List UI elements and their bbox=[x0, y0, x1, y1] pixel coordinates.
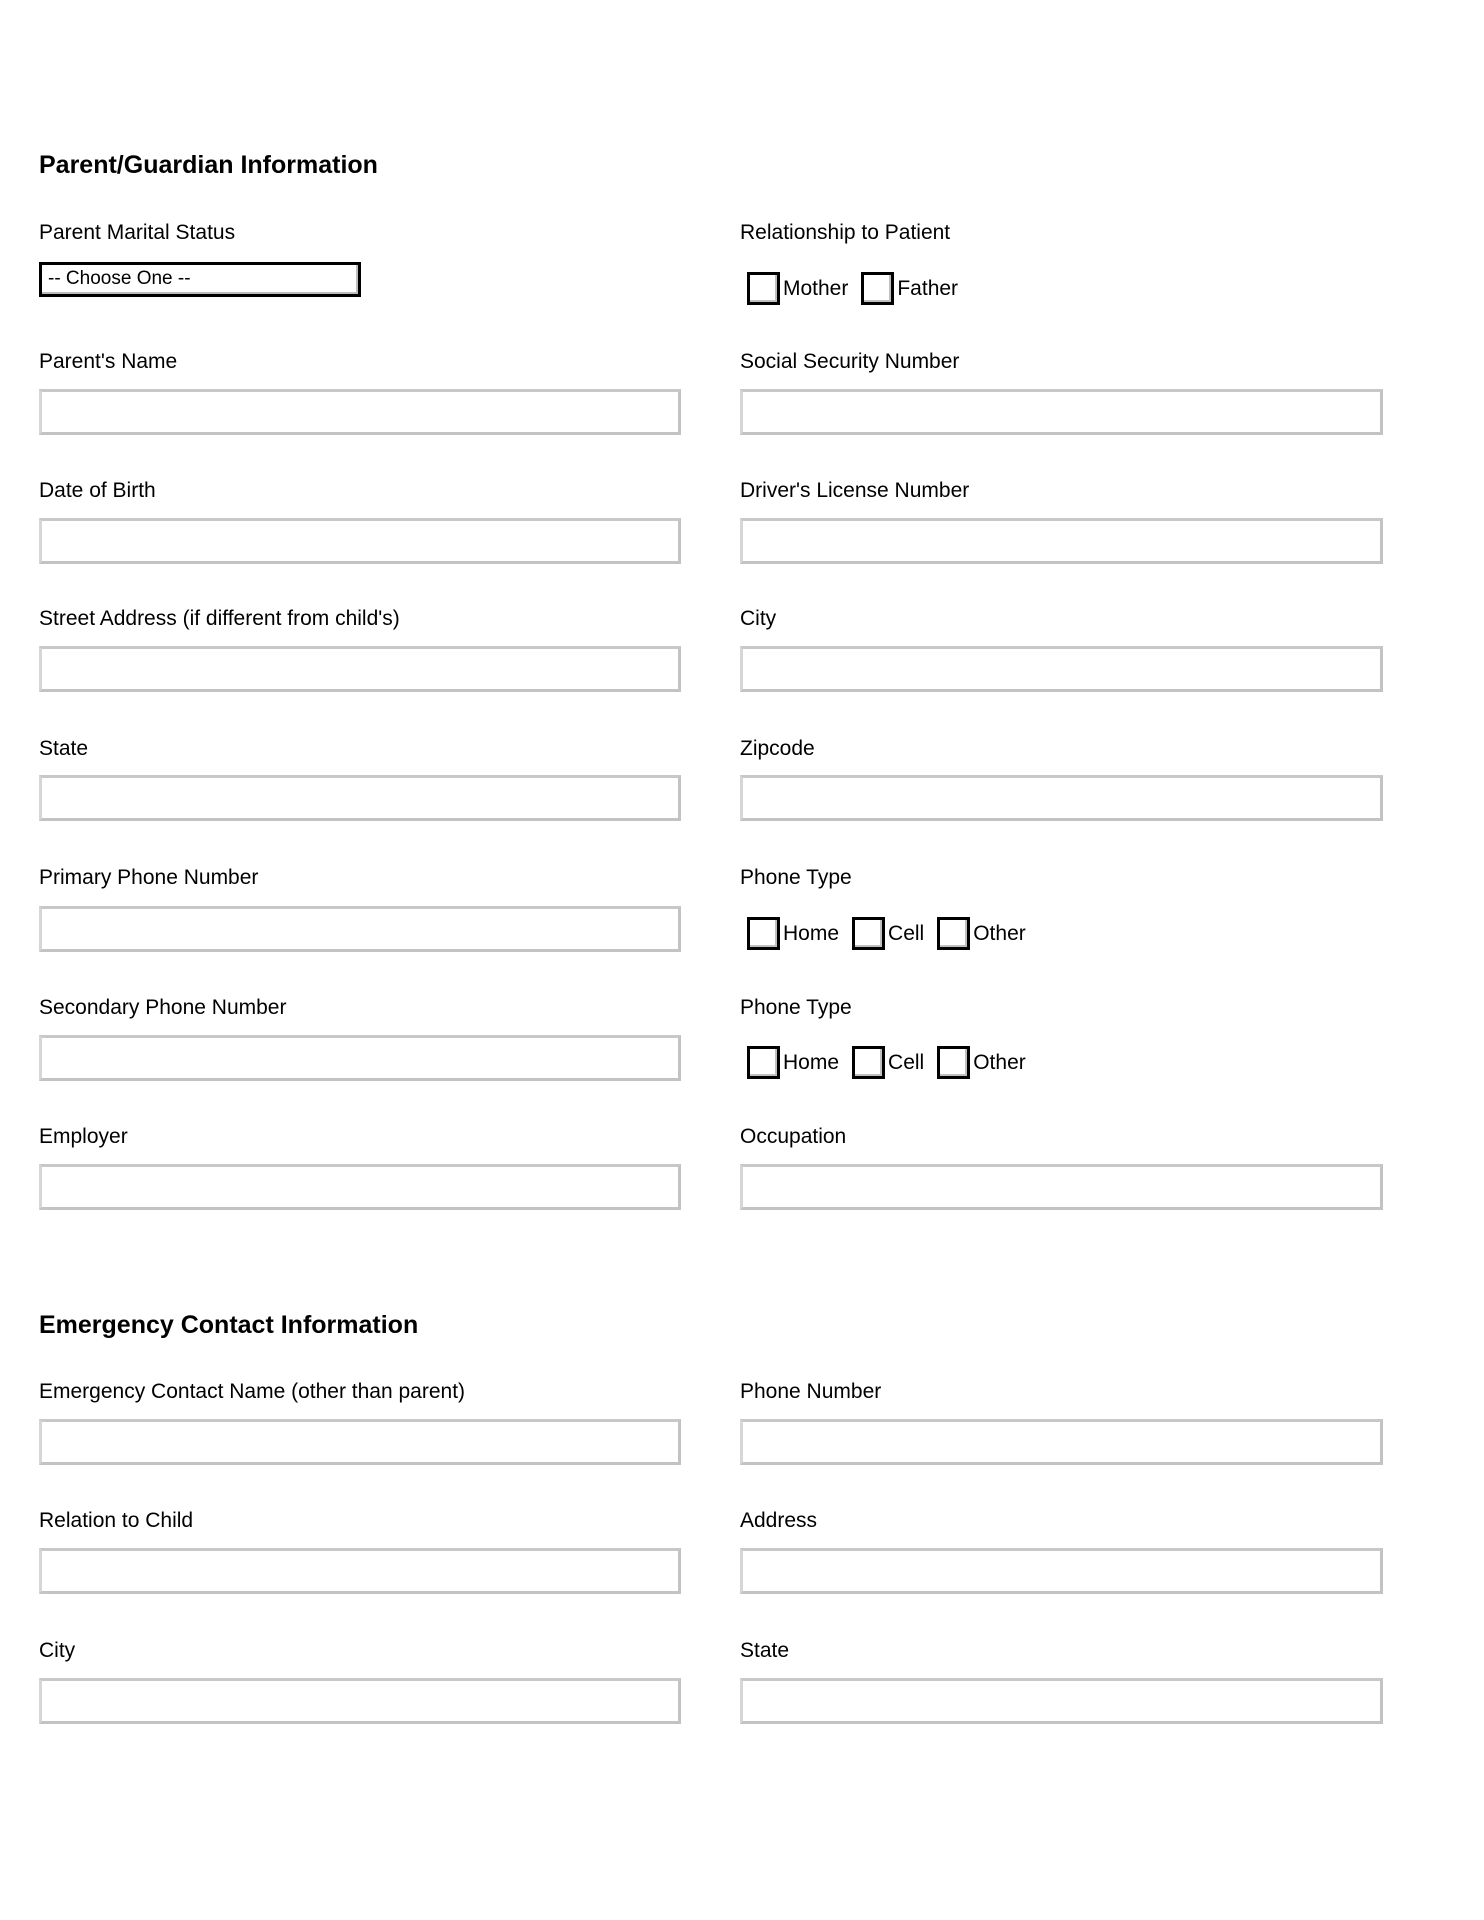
relation-input[interactable] bbox=[39, 1548, 681, 1594]
emergency-address-input[interactable] bbox=[740, 1548, 1383, 1594]
father-label: Father bbox=[897, 276, 959, 300]
secondary-phone-type-label: Phone Type bbox=[740, 996, 852, 1019]
primary-phone-label: Primary Phone Number bbox=[39, 866, 259, 889]
dob-label: Date of Birth bbox=[39, 479, 156, 502]
primary-cell-label: Cell bbox=[888, 921, 925, 945]
secondary-other-checkbox[interactable] bbox=[937, 1046, 970, 1079]
mother-label: Mother bbox=[783, 276, 849, 300]
secondary-phone-type-options bbox=[747, 1046, 1039, 1079]
parent-name-label: Parent's Name bbox=[39, 350, 178, 373]
relation-label: Relation to Child bbox=[39, 1509, 194, 1532]
state-label: State bbox=[39, 737, 89, 760]
city-label: City bbox=[740, 607, 777, 630]
emergency-city-input[interactable] bbox=[39, 1678, 681, 1724]
primary-home-checkbox[interactable] bbox=[747, 917, 780, 950]
secondary-cell-checkbox[interactable] bbox=[852, 1046, 885, 1079]
emergency-phone-label: Phone Number bbox=[740, 1380, 882, 1403]
marital-status-label: Parent Marital Status bbox=[39, 221, 236, 244]
primary-phone-type-label: Phone Type bbox=[740, 866, 852, 889]
secondary-phone-input[interactable] bbox=[39, 1035, 681, 1081]
emergency-name-label: Emergency Contact Name (other than parent) bbox=[39, 1380, 466, 1403]
emergency-name-input[interactable] bbox=[39, 1419, 681, 1465]
zipcode-input[interactable] bbox=[740, 775, 1383, 821]
emergency-address-label: Address bbox=[740, 1509, 818, 1532]
secondary-other-label: Other bbox=[973, 1050, 1026, 1074]
emergency-state-label: State bbox=[740, 1639, 790, 1662]
primary-other-checkbox[interactable] bbox=[937, 917, 970, 950]
zipcode-label: Zipcode bbox=[740, 737, 815, 760]
primary-other-label: Other bbox=[973, 921, 1026, 945]
emergency-city-label: City bbox=[39, 1639, 76, 1662]
relationship-label: Relationship to Patient bbox=[740, 221, 951, 244]
secondary-home-checkbox[interactable] bbox=[747, 1046, 780, 1079]
city-input[interactable] bbox=[740, 646, 1383, 692]
father-checkbox[interactable] bbox=[861, 272, 894, 305]
state-input[interactable] bbox=[39, 775, 681, 821]
street-address-label: Street Address (if different from child's) bbox=[39, 607, 400, 630]
occupation-input[interactable] bbox=[740, 1164, 1383, 1210]
street-address-input[interactable] bbox=[39, 646, 681, 692]
primary-phone-type-options bbox=[747, 917, 1039, 950]
relationship-options bbox=[747, 272, 971, 305]
marital-status-select[interactable]: -- Choose One -- bbox=[39, 262, 361, 297]
ssn-label: Social Security Number bbox=[740, 350, 960, 373]
license-label: Driver's License Number bbox=[740, 479, 970, 502]
ssn-input[interactable] bbox=[740, 389, 1383, 435]
employer-label: Employer bbox=[39, 1125, 128, 1148]
section-heading-emergency-contact: Emergency Contact Information bbox=[39, 1311, 419, 1339]
emergency-phone-input[interactable] bbox=[740, 1419, 1383, 1465]
section-heading-parent-guardian: Parent/Guardian Information bbox=[39, 151, 378, 179]
secondary-home-label: Home bbox=[783, 1050, 840, 1074]
secondary-cell-label: Cell bbox=[888, 1050, 925, 1074]
occupation-label: Occupation bbox=[740, 1125, 847, 1148]
primary-cell-checkbox[interactable] bbox=[852, 917, 885, 950]
dob-input[interactable] bbox=[39, 518, 681, 564]
mother-checkbox[interactable] bbox=[747, 272, 780, 305]
license-input[interactable] bbox=[740, 518, 1383, 564]
employer-input[interactable] bbox=[39, 1164, 681, 1210]
primary-home-label: Home bbox=[783, 921, 840, 945]
parent-name-input[interactable] bbox=[39, 389, 681, 435]
emergency-state-input[interactable] bbox=[740, 1678, 1383, 1724]
primary-phone-input[interactable] bbox=[39, 906, 681, 952]
secondary-phone-label: Secondary Phone Number bbox=[39, 996, 287, 1019]
